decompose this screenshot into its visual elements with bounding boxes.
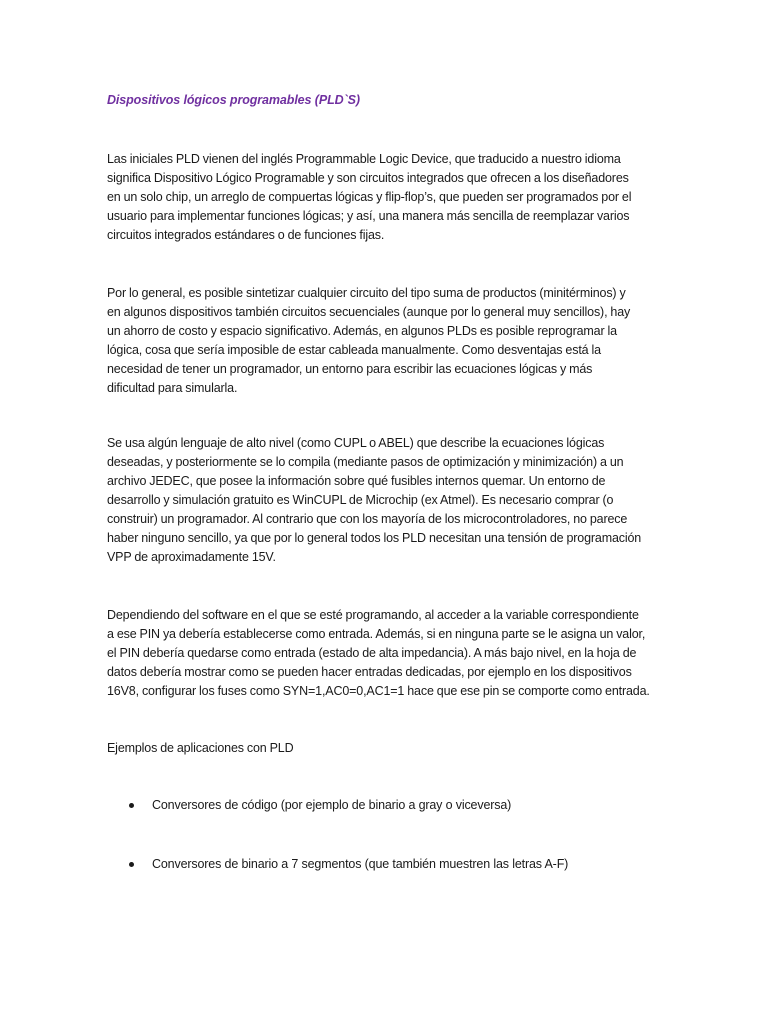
- paragraph-programming-language: Se usa algún lenguaje de alto nivel (como CUPL o ABEL) que describe la ecuaciones lógicas deseadas, y posteriormente se lo compila (mediante pasos de optimización y minimización) a un archivo JEDEC, que posee la información sobre qué fusibles internos quemar. Un entorno de desarrollo y simulación gratuito es WinCUPL de Microchip (ex Atmel). Es necesario comprar (o construir) un programador. Al contrario que con los mayoría de los microcontroladores, no parece haber ninguno sencillo, ya que por lo general todos los PLD necesitan una tensión de programación VPP de aproximadamente 15V.: [107, 436, 642, 564]
- paragraph-pld-definition: Las iniciales PLD vienen del inglés Programmable Logic Device, que traducido a nuestro idioma significa Dispositivo Lógico Programable y son circuitos integrados que ofrecen a los diseñadores en un solo chip, un arreglo de compuertas lógicas y flip-flop’s, que pueden ser programados por el usuario para implementar funciones lógicas; y así, una manera más sencilla de reemplazar varios circuitos integrados estándares o de funciones fijas.: [107, 152, 632, 242]
- paragraph-software-pins: Dependiendo del software en el que se esté programando, al acceder a la variable correspondiente a ese PIN ya debería establecerse como entrada. Además, si en ninguna parte se le asigna un valor, el PIN debería quedarse como entrada (estado de alta impedancia). A más bajo nivel, en la hoja de datos debería mostrar como se pueden hacer entradas dedicadas, por ejemplo en los dispositivos 16V8, configurar los fuses como SYN=1,AC0=0,AC1=1 hace que ese pin se comporte como entrada.: [107, 608, 650, 698]
- paragraph-examples-heading: Ejemplos de aplicaciones con PLD: [107, 741, 294, 755]
- paragraph-advantages: Por lo general, es posible sintetizar cualquier circuito del tipo suma de productos (minitérminos) y en algunos dispositivos también circuitos secuenciales (aunque por lo general muy sencillos), hay un ahorro de costo y espacio significativo. Además, en algunos PLDs es posible reprogramar la lógica, cosa que sería imposible de estar cableada manualmente. Como desventajas está la necesidad de tener un programador, un entorno para escribir las ecuaciones lógicas y más dificultad para simularla.: [107, 286, 631, 395]
- bullet-dot-icon: [129, 862, 134, 867]
- list-item-text: Conversores de código (por ejemplo de binario a gray o viceversa): [152, 798, 512, 812]
- bullet-dot-icon: [129, 803, 134, 808]
- document-title: Dispositivos lógicos programables (PLD`S): [107, 93, 360, 107]
- list-item-text: Conversores de binario a 7 segmentos (que también muestren las letras A-F): [152, 857, 569, 871]
